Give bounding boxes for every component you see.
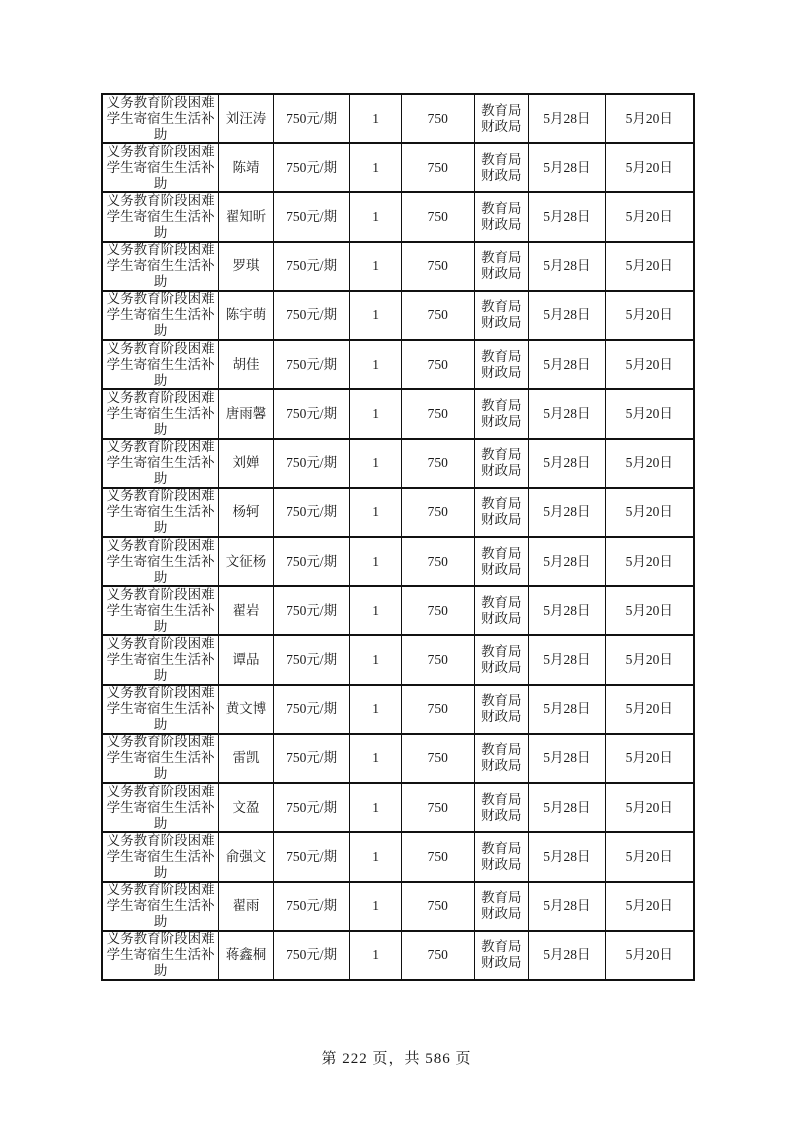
cell-date-1: 5月28日 [529,686,605,733]
cell-amount: 750 [402,784,475,831]
cell-quantity: 1 [350,932,402,979]
cell-standard: 750元/期 [274,341,350,388]
cell-quantity: 1 [350,341,402,388]
cell-agency: 教育局财政局 [475,95,530,142]
cell-project: 义务教育阶段困难学生寄宿生生活补助 [103,833,219,880]
table-row [103,833,693,882]
cell-student-name: 翟岩 [219,587,274,634]
cell-agency: 教育局财政局 [475,341,530,388]
cell-project: 义务教育阶段困难学生寄宿生生活补助 [103,587,219,634]
cell-date-1: 5月28日 [529,341,605,388]
cell-project: 义务教育阶段困难学生寄宿生生活补助 [103,538,219,585]
cell-project: 义务教育阶段困难学生寄宿生生活补助 [103,193,219,240]
table-row [103,538,693,587]
cell-date-2: 5月20日 [625,799,673,815]
cell-date-1: 5月28日 [529,144,605,191]
cell-amount: 750 [402,636,475,683]
cell-student-name: 罗琪 [219,243,274,290]
cell-date-1: 5月28日 [529,587,605,634]
cell-amount: 750 [402,538,475,585]
cell-amount: 750 [402,95,475,142]
cell-standard: 750元/期 [274,243,350,290]
cell-project: 义务教育阶段困难学生寄宿生生活补助 [103,243,219,290]
cell-standard: 750元/期 [274,784,350,831]
cell-project: 义务教育阶段困难学生寄宿生生活补助 [103,390,219,437]
cell-quantity: 1 [350,833,402,880]
cell-standard: 750元/期 [274,95,350,142]
cell-date-2: 5月20日 [625,209,673,225]
cell-standard: 750元/期 [274,833,350,880]
cell-date-1: 5月28日 [529,243,605,290]
cell-amount: 750 [402,587,475,634]
cell-agency: 教育局财政局 [475,686,530,733]
cell-student-name: 蒋鑫桐 [219,932,274,979]
cell-date-1: 5月28日 [529,784,605,831]
cell-quantity: 1 [350,883,402,930]
cell-agency: 教育局财政局 [475,440,530,487]
cell-date-1: 5月28日 [529,883,605,930]
cell-amount: 750 [402,489,475,536]
cell-student-name: 翟雨 [219,883,274,930]
cell-date-1: 5月28日 [529,735,605,782]
cell-student-name: 唐雨馨 [219,390,274,437]
cell-quantity: 1 [350,390,402,437]
cell-date-2: 5月20日 [625,553,673,569]
cell-standard: 750元/期 [274,144,350,191]
cell-project: 义务教育阶段困难学生寄宿生生活补助 [103,636,219,683]
cell-student-name: 杨轲 [219,489,274,536]
cell-amount: 750 [402,144,475,191]
cell-standard: 750元/期 [274,587,350,634]
cell-agency: 教育局财政局 [475,833,530,880]
cell-amount: 750 [402,243,475,290]
cell-standard: 750元/期 [274,636,350,683]
table-row [103,489,693,538]
cell-agency: 教育局财政局 [475,390,530,437]
cell-date-1: 5月28日 [529,193,605,240]
cell-date-2: 5月20日 [625,602,673,618]
cell-date-1: 5月28日 [529,932,605,979]
cell-project: 义务教育阶段困难学生寄宿生生活补助 [103,341,219,388]
table-row [103,735,693,784]
table-row [103,390,693,439]
cell-student-name: 文征杨 [219,538,274,585]
cell-standard: 750元/期 [274,735,350,782]
cell-amount: 750 [402,833,475,880]
cell-agency: 教育局财政局 [475,193,530,240]
cell-quantity: 1 [350,144,402,191]
cell-student-name: 俞强文 [219,833,274,880]
table-row [103,144,693,193]
cell-agency: 教育局财政局 [475,784,530,831]
cell-date-2: 5月20日 [625,159,673,175]
cell-project: 义务教育阶段困难学生寄宿生生活补助 [103,95,219,142]
cell-standard: 750元/期 [274,390,350,437]
cell-amount: 750 [402,292,475,339]
cell-quantity: 1 [350,292,402,339]
cell-project: 义务教育阶段困难学生寄宿生生活补助 [103,784,219,831]
subsidy-table [101,93,695,981]
cell-date-1: 5月28日 [529,292,605,339]
cell-agency: 教育局财政局 [475,144,530,191]
cell-student-name: 文盈 [219,784,274,831]
cell-standard: 750元/期 [274,883,350,930]
cell-student-name: 刘汪涛 [219,95,274,142]
cell-standard: 750元/期 [274,538,350,585]
page-number-indicator: 第 222 页，共 586 页 [321,1051,472,1067]
cell-amount: 750 [402,883,475,930]
cell-quantity: 1 [350,95,402,142]
cell-date-1: 5月28日 [529,833,605,880]
table-row [103,341,693,390]
cell-date-2: 5月20日 [625,504,673,520]
cell-quantity: 1 [350,193,402,240]
cell-quantity: 1 [350,489,402,536]
cell-project: 义务教育阶段困难学生寄宿生生活补助 [103,440,219,487]
cell-project: 义务教育阶段困难学生寄宿生生活补助 [103,735,219,782]
cell-student-name: 胡佳 [219,341,274,388]
cell-date-2: 5月20日 [625,110,673,126]
cell-student-name: 陈宇萌 [219,292,274,339]
cell-agency: 教育局财政局 [475,932,530,979]
cell-date-2: 5月20日 [625,405,673,421]
cell-student-name: 刘婵 [219,440,274,487]
cell-date-2: 5月20日 [625,455,673,471]
cell-student-name: 雷凯 [219,735,274,782]
cell-student-name: 陈靖 [219,144,274,191]
cell-amount: 750 [402,390,475,437]
cell-student-name: 谭品 [219,636,274,683]
cell-date-1: 5月28日 [529,390,605,437]
cell-standard: 750元/期 [274,440,350,487]
table-row [103,193,693,242]
cell-date-1: 5月28日 [529,489,605,536]
cell-standard: 750元/期 [274,686,350,733]
cell-standard: 750元/期 [274,292,350,339]
cell-agency: 教育局财政局 [475,735,530,782]
cell-agency: 教育局财政局 [475,489,530,536]
cell-agency: 教育局财政局 [475,587,530,634]
cell-amount: 750 [402,735,475,782]
cell-agency: 教育局财政局 [475,883,530,930]
cell-standard: 750元/期 [274,489,350,536]
cell-project: 义务教育阶段困难学生寄宿生生活补助 [103,883,219,930]
cell-date-1: 5月28日 [529,440,605,487]
cell-student-name: 翟知昕 [219,193,274,240]
cell-date-2: 5月20日 [625,750,673,766]
cell-date-2: 5月20日 [625,258,673,274]
cell-quantity: 1 [350,538,402,585]
table-row [103,587,693,636]
cell-date-2: 5月20日 [625,947,673,963]
cell-project: 义务教育阶段困难学生寄宿生生活补助 [103,489,219,536]
cell-project: 义务教育阶段困难学生寄宿生生活补助 [103,932,219,979]
table-row [103,95,693,144]
table-row [103,883,693,932]
table-row [103,686,693,735]
cell-quantity: 1 [350,686,402,733]
cell-amount: 750 [402,193,475,240]
cell-quantity: 1 [350,636,402,683]
cell-amount: 750 [402,932,475,979]
cell-quantity: 1 [350,243,402,290]
cell-standard: 750元/期 [274,193,350,240]
cell-date-1: 5月28日 [529,538,605,585]
table-row [103,784,693,833]
cell-date-2: 5月20日 [625,898,673,914]
cell-quantity: 1 [350,440,402,487]
table-row [103,636,693,685]
cell-date-1: 5月28日 [529,636,605,683]
cell-agency: 教育局财政局 [475,292,530,339]
cell-amount: 750 [402,341,475,388]
cell-amount: 750 [402,440,475,487]
cell-date-2: 5月20日 [625,356,673,372]
table-row [103,932,693,979]
cell-project: 义务教育阶段困难学生寄宿生生活补助 [103,686,219,733]
cell-project: 义务教育阶段困难学生寄宿生生活补助 [103,144,219,191]
cell-date-2: 5月20日 [625,652,673,668]
cell-agency: 教育局财政局 [475,243,530,290]
table-row [103,440,693,489]
cell-date-2: 5月20日 [625,701,673,717]
cell-quantity: 1 [350,587,402,634]
cell-date-2: 5月20日 [625,307,673,323]
cell-project: 义务教育阶段困难学生寄宿生生活补助 [103,292,219,339]
cell-date-2: 5月20日 [625,848,673,864]
cell-date-1: 5月28日 [529,95,605,142]
cell-agency: 教育局财政局 [475,636,530,683]
cell-amount: 750 [402,686,475,733]
cell-student-name: 黄文博 [219,686,274,733]
cell-quantity: 1 [350,735,402,782]
cell-standard: 750元/期 [274,932,350,979]
cell-agency: 教育局财政局 [475,538,530,585]
cell-quantity: 1 [350,784,402,831]
table-row [103,292,693,341]
table-row [103,243,693,292]
